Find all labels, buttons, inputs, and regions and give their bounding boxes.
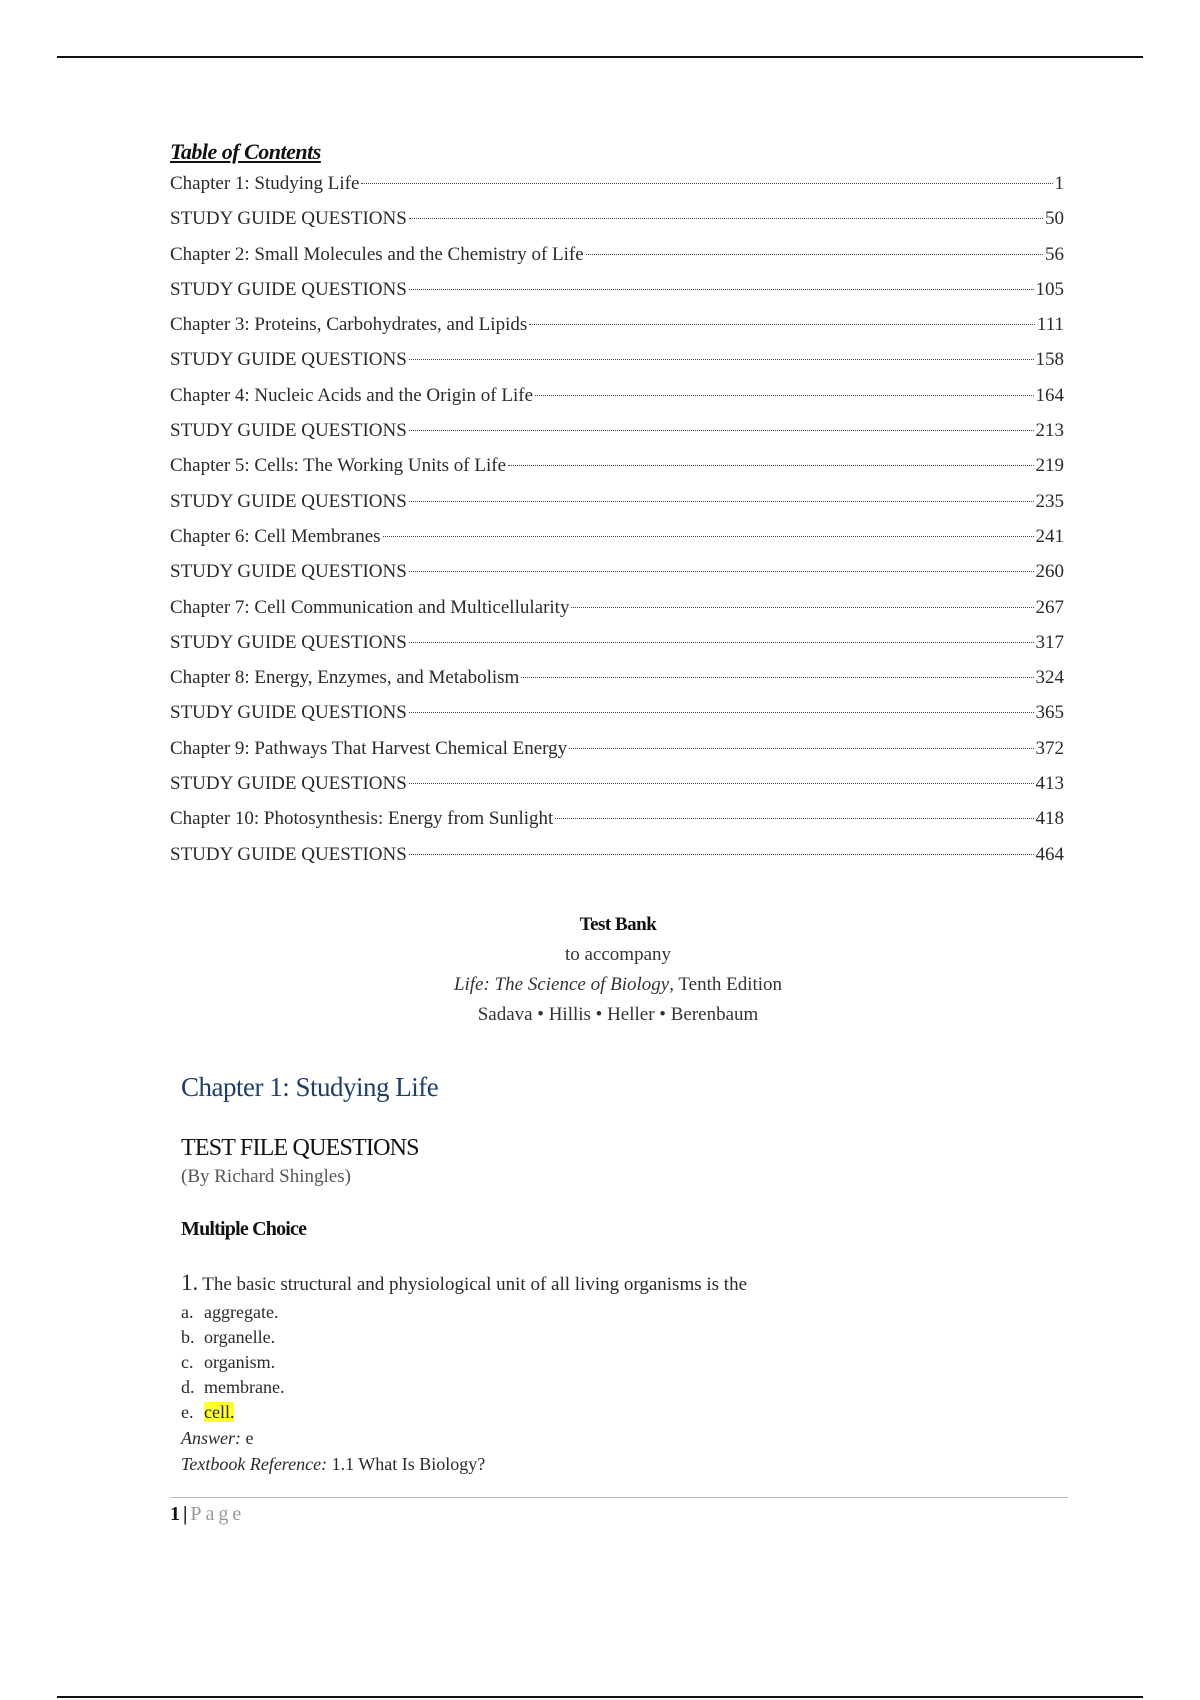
accompany-line: to accompany [564, 944, 672, 965]
toc-entry[interactable] [170, 660, 1064, 695]
answer-option-d [181, 1375, 1081, 1400]
toc-entry-page: 418 [1035, 808, 1064, 830]
test-bank-heading: Test Bank [579, 914, 657, 935]
toc-entry-page: 213 [1035, 420, 1064, 442]
test-bank-title-block [0, 910, 1200, 1030]
option-letter: a. [181, 1302, 194, 1322]
toc-leader-dots [409, 501, 1034, 502]
toc-entry[interactable] [170, 695, 1064, 730]
page-number: 1 [170, 1503, 180, 1525]
toc-leader-dots [409, 218, 1043, 219]
toc-entry-label: Chapter 6: Cell Membranes [170, 525, 381, 547]
answer-line [181, 1425, 1081, 1451]
toc-entry[interactable] [170, 448, 1064, 483]
toc-entry-label: Chapter 2: Small Molecules and the Chemistry of Life [170, 243, 584, 265]
toc-entry-page: 464 [1035, 843, 1064, 865]
footer-separator: | [183, 1503, 188, 1525]
toc-entry-page: 219 [1035, 455, 1064, 477]
toc-entry-page: 241 [1035, 525, 1064, 547]
toc-entry-label: STUDY GUIDE QUESTIONS [170, 349, 407, 371]
toc-leader-dots [535, 395, 1033, 396]
toc-leader-dots [409, 712, 1034, 713]
answer-option-b [181, 1325, 1081, 1350]
toc-leader-dots [409, 642, 1034, 643]
question-stem [181, 1268, 1081, 1300]
toc-entry[interactable] [170, 766, 1064, 801]
option-text: organelle. [204, 1327, 276, 1347]
option-text: membrane. [204, 1377, 285, 1397]
toc-leader-dots [409, 783, 1034, 784]
toc-title: Table of Contents [170, 139, 321, 164]
toc-entry-label: STUDY GUIDE QUESTIONS [170, 490, 407, 512]
question-1 [181, 1268, 1081, 1477]
toc-entry[interactable] [170, 590, 1064, 625]
toc-entry[interactable] [170, 272, 1064, 307]
toc-entry-label: Chapter 1: Studying Life [170, 173, 360, 194]
toc-leader-dots [569, 748, 1033, 749]
toc-entry-page: 413 [1035, 773, 1064, 795]
toc-leader-dots [508, 465, 1033, 466]
toc-entry[interactable] [170, 378, 1064, 413]
toc-entry-label: STUDY GUIDE QUESTIONS [170, 278, 407, 300]
section-heading: TEST FILE QUESTIONS [181, 1135, 419, 1161]
option-letter: b. [181, 1327, 195, 1347]
toc-leader-dots [383, 536, 1034, 537]
toc-entry-label: Chapter 8: Energy, Enzymes, and Metabolism [170, 667, 520, 689]
toc-entry-label: STUDY GUIDE QUESTIONS [170, 561, 407, 583]
toc-entry-page: 372 [1035, 737, 1064, 759]
toc-entry-label: STUDY GUIDE QUESTIONS [170, 420, 407, 442]
toc-leader-dots [586, 254, 1043, 255]
toc-entry[interactable] [170, 625, 1064, 660]
toc-entry-page: 56 [1045, 243, 1064, 265]
reference-label: Textbook Reference: [181, 1454, 328, 1474]
toc-entry-page: 260 [1035, 561, 1064, 583]
authors-line: Sadava • Hillis • Heller • Berenbaum [477, 1004, 759, 1025]
reference-line [181, 1451, 1081, 1477]
toc-entry-page: 105 [1035, 278, 1064, 300]
toc-entry-label: Chapter 3: Proteins, Carbohydrates, and Lipids [170, 314, 528, 336]
toc-leader-dots [409, 289, 1034, 290]
toc-entry-page: 324 [1035, 667, 1064, 689]
toc-entry-label: STUDY GUIDE QUESTIONS [170, 702, 407, 724]
toc-entry[interactable] [170, 166, 1064, 201]
toc-entry[interactable] [170, 484, 1064, 519]
toc-leader-dots [409, 430, 1034, 431]
option-letter: e. [181, 1402, 194, 1422]
toc-entry[interactable] [170, 413, 1064, 448]
toc-entry-page: 50 [1045, 208, 1064, 230]
option-text: organism. [204, 1352, 276, 1372]
toc-entry-page: 267 [1035, 596, 1064, 618]
book-title: Life: The Science of Biology [453, 974, 670, 995]
reference-value: 1.1 What Is Biology? [331, 1454, 486, 1474]
question-number: 1. [181, 1270, 199, 1295]
book-title-line [0, 970, 1200, 1000]
toc-leader-dots [521, 677, 1033, 678]
toc-entry[interactable] [170, 237, 1064, 272]
toc-entry-page: 164 [1035, 384, 1064, 406]
toc-entry[interactable] [170, 201, 1064, 236]
toc-entry-page: 111 [1036, 314, 1064, 336]
toc-entry-label: STUDY GUIDE QUESTIONS [170, 208, 407, 230]
answer-option-a [181, 1300, 1081, 1325]
footer-rule [170, 1497, 1068, 1498]
toc-entry-label: Chapter 7: Cell Communication and Multicellularity [170, 596, 570, 618]
toc-leader-dots [529, 324, 1035, 325]
section-author: (By Richard Shingles) [181, 1166, 351, 1187]
toc-entry-label: STUDY GUIDE QUESTIONS [170, 631, 407, 653]
toc-entry-label: Chapter 4: Nucleic Acids and the Origin of Life [170, 384, 534, 406]
toc-leader-dots [409, 854, 1034, 855]
toc-entry-label: Chapter 5: Cells: The Working Units of Life [170, 455, 507, 477]
toc-entry-page: 1 [1054, 173, 1064, 194]
toc-entry-label: Chapter 10: Photosynthesis: Energy from Sunlight [170, 808, 554, 830]
book-edition: , Tenth Edition [669, 974, 783, 995]
option-letter: d. [181, 1377, 195, 1397]
toc-entry-label: STUDY GUIDE QUESTIONS [170, 843, 407, 865]
answer-value: e [245, 1428, 254, 1448]
toc-entry-page: 365 [1035, 702, 1064, 724]
highlighted-option-text: cell. [204, 1402, 235, 1422]
toc-entry[interactable] [170, 837, 1064, 872]
answer-option-c [181, 1350, 1081, 1375]
option-letter: c. [181, 1352, 194, 1372]
toc-entry-page: 158 [1035, 349, 1064, 371]
bottom-rule [57, 1696, 1143, 1698]
toc-entry[interactable] [170, 731, 1064, 766]
question-text: The basic structural and physiological unit of all living organisms is the [202, 1274, 747, 1295]
toc-entry[interactable] [170, 307, 1064, 342]
answer-option-e [181, 1400, 1081, 1425]
toc-entry-label: STUDY GUIDE QUESTIONS [170, 773, 407, 795]
page-word: Page [190, 1503, 246, 1525]
toc-entry[interactable] [170, 801, 1064, 836]
toc-leader-dots [571, 607, 1033, 608]
page-footer [170, 1503, 245, 1526]
toc-entry[interactable] [170, 519, 1064, 554]
toc-leader-dots [361, 183, 1052, 184]
toc-entry-page: 235 [1035, 490, 1064, 512]
top-rule [57, 56, 1143, 58]
toc-entry[interactable] [170, 342, 1064, 377]
toc-leader-dots [409, 359, 1034, 360]
multiple-choice-heading: Multiple Choice [181, 1218, 307, 1240]
toc-entry-page: 317 [1035, 631, 1064, 653]
toc-leader-dots [409, 571, 1034, 572]
toc-entry[interactable] [170, 554, 1064, 589]
answer-label: Answer: [181, 1428, 241, 1448]
table-of-contents [170, 138, 1064, 872]
toc-leader-dots [555, 818, 1033, 819]
option-text: aggregate. [204, 1302, 279, 1322]
chapter-heading: Chapter 1: Studying Life [181, 1072, 439, 1102]
toc-entry-label: Chapter 9: Pathways That Harvest Chemical Energy [170, 737, 568, 759]
